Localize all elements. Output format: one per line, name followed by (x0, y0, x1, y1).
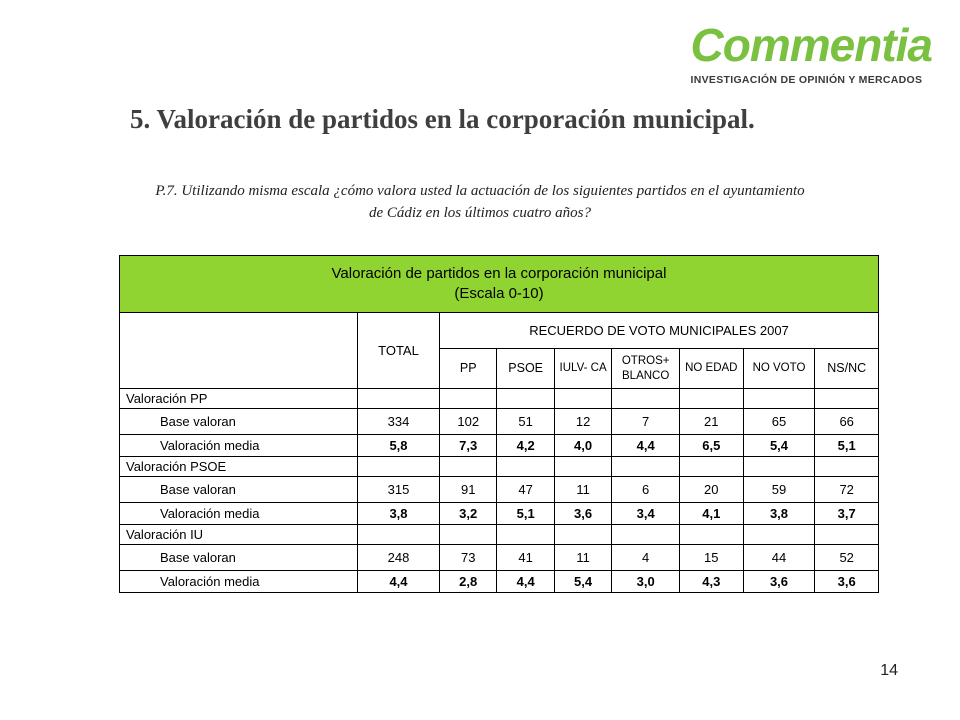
mean-label: Valoración media (120, 503, 358, 525)
column-header: IULV- CA (554, 349, 611, 389)
empty-cell (440, 389, 497, 409)
empty-cell (815, 457, 879, 477)
base-cell: 21 (680, 409, 744, 435)
empty-cell (357, 457, 439, 477)
empty-cell (440, 525, 497, 545)
mean-cell: 3,7 (815, 503, 879, 525)
base-cell: 20 (680, 477, 744, 503)
empty-cell (680, 525, 744, 545)
empty-cell (815, 389, 879, 409)
base-cell: 44 (743, 545, 815, 571)
mean-cell: 5,4 (743, 435, 815, 457)
base-cell: 11 (554, 477, 611, 503)
mean-cell: 4,2 (497, 435, 554, 457)
base-cell: 7 (612, 409, 680, 435)
base-cell: 11 (554, 545, 611, 571)
mean-cell: 4,1 (680, 503, 744, 525)
empty-cell (680, 457, 744, 477)
table-title: Valoración de partidos en la corporación municipal (331, 265, 667, 282)
mean-cell: 5,8 (357, 435, 439, 457)
empty-corner-cell (120, 313, 358, 389)
mean-cell: 3,6 (743, 571, 815, 593)
base-cell: 248 (357, 545, 439, 571)
mean-label: Valoración media (120, 435, 358, 457)
empty-cell (554, 457, 611, 477)
survey-question (70, 180, 890, 224)
base-cell: 66 (815, 409, 879, 435)
mean-cell: 4,4 (612, 435, 680, 457)
base-cell: 102 (440, 409, 497, 435)
empty-cell (743, 457, 815, 477)
table-subtitle: (Escala 0-10) (454, 285, 544, 302)
mean-cell: 3,0 (612, 571, 680, 593)
empty-cell (357, 389, 439, 409)
base-cell: 315 (357, 477, 439, 503)
base-cell: 52 (815, 545, 879, 571)
base-cell: 72 (815, 477, 879, 503)
mean-cell: 3,4 (612, 503, 680, 525)
mean-cell: 4,4 (357, 571, 439, 593)
page-title: 5. Valoración de partidos en la corporación municipal. (130, 104, 755, 134)
commentia-logo (690, 19, 932, 86)
base-cell: 47 (497, 477, 554, 503)
question-line-1: P.7. Utilizando misma escala ¿cómo valora usted la actuación de los siguientes partidos en el ayuntamiento (155, 183, 805, 199)
empty-cell (743, 525, 815, 545)
empty-cell (743, 389, 815, 409)
mean-cell: 2,8 (440, 571, 497, 593)
mean-cell: 5,4 (554, 571, 611, 593)
logo-tagline: INVESTIGACIÓN DE OPINIÓN Y MERCADOS (690, 74, 923, 86)
column-header: NO VOTO (743, 349, 815, 389)
mean-cell: 3,6 (554, 503, 611, 525)
base-cell: 15 (680, 545, 744, 571)
ratings-table (119, 255, 879, 593)
vote-recall-group-header: RECUERDO DE VOTO MUNICIPALES 2007 (440, 313, 879, 349)
column-header: NS/NC (815, 349, 879, 389)
base-cell: 4 (612, 545, 680, 571)
base-cell: 6 (612, 477, 680, 503)
base-cell: 65 (743, 409, 815, 435)
base-label: Base valoran (120, 409, 358, 435)
base-cell: 91 (440, 477, 497, 503)
row-group-label: Valoración IU (120, 525, 358, 545)
base-cell: 12 (554, 409, 611, 435)
empty-cell (612, 457, 680, 477)
empty-cell (554, 525, 611, 545)
empty-cell (612, 389, 680, 409)
empty-cell (497, 525, 554, 545)
empty-cell (440, 457, 497, 477)
empty-cell (497, 389, 554, 409)
empty-cell (680, 389, 744, 409)
empty-cell (815, 525, 879, 545)
base-cell: 59 (743, 477, 815, 503)
base-cell: 73 (440, 545, 497, 571)
mean-cell: 5,1 (815, 435, 879, 457)
base-label: Base valoran (120, 477, 358, 503)
mean-cell: 4,0 (554, 435, 611, 457)
empty-cell (357, 525, 439, 545)
mean-cell: 6,5 (680, 435, 744, 457)
mean-cell: 3,2 (440, 503, 497, 525)
column-header: PSOE (497, 349, 554, 389)
base-label: Base valoran (120, 545, 358, 571)
mean-cell: 7,3 (440, 435, 497, 457)
mean-cell: 3,8 (743, 503, 815, 525)
mean-label: Valoración media (120, 571, 358, 593)
empty-cell (497, 457, 554, 477)
mean-cell: 4,4 (497, 571, 554, 593)
row-group-label: Valoración PP (120, 389, 358, 409)
row-group-label: Valoración PSOE (120, 457, 358, 477)
mean-cell: 3,8 (357, 503, 439, 525)
page-number: 14 (880, 662, 898, 679)
column-header: NO EDAD (680, 349, 744, 389)
mean-cell: 3,6 (815, 571, 879, 593)
column-header: OTROS+ BLANCO (612, 349, 680, 389)
column-header: PP (440, 349, 497, 389)
base-cell: 41 (497, 545, 554, 571)
table-header-title (120, 256, 879, 313)
mean-cell: 5,1 (497, 503, 554, 525)
question-line-2: de Cádiz en los últimos cuatro años? (369, 205, 591, 221)
base-cell: 51 (497, 409, 554, 435)
logo-wordmark: Commentia (690, 19, 932, 71)
total-column-header: TOTAL (357, 313, 439, 389)
mean-cell: 4,3 (680, 571, 744, 593)
empty-cell (554, 389, 611, 409)
empty-cell (612, 525, 680, 545)
base-cell: 334 (357, 409, 439, 435)
